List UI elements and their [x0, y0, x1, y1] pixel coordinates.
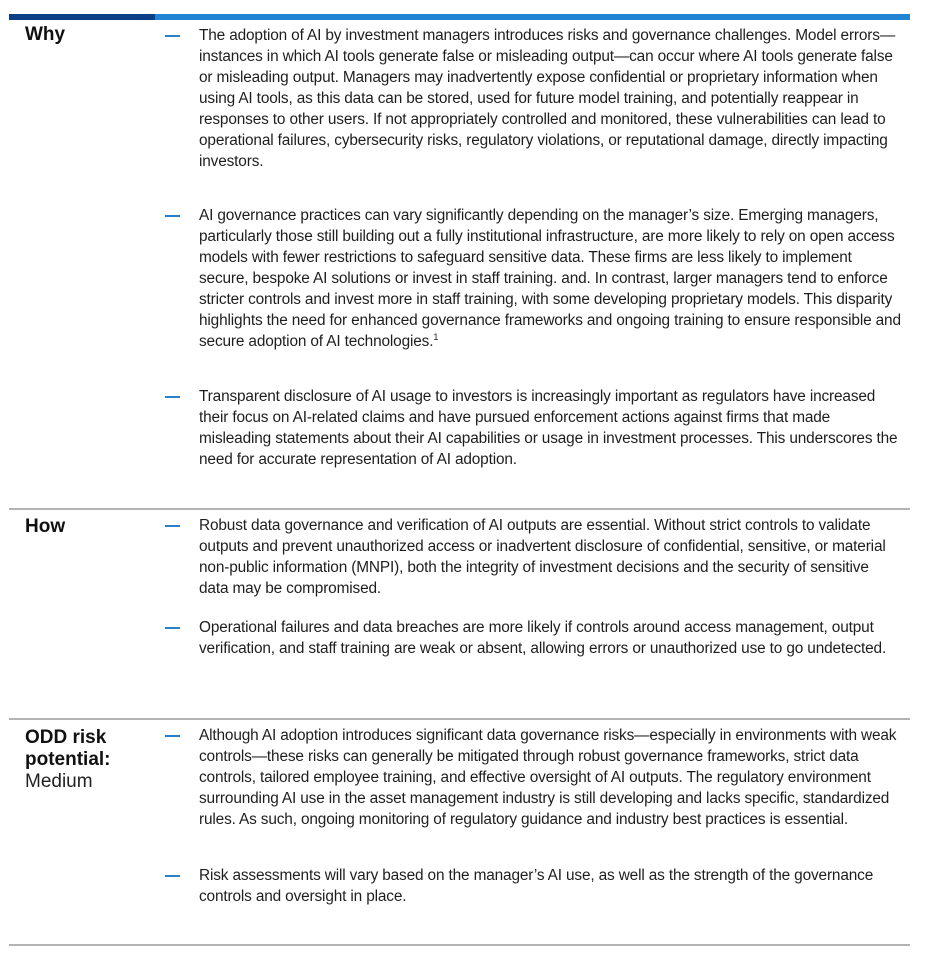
dash-bullet-icon — [165, 735, 180, 737]
bullet-text: Robust data governance and verification of AI outputs are essential. Without strict controls to validate outputs and prevent unauthorized access or inadvertent disclosure of confidential, sensitive, or material non-public information (MNPI), both the integrity of investment decisions and the security of sensitive data may be compromised. — [199, 517, 886, 597]
dash-bullet-icon — [165, 525, 180, 527]
bullet-text: Although AI adoption introduces significant data governance risks—especially in environments with weak controls—these risks can generally be mitigated through robust governance frameworks, strict data controls, tailored employee training, and effective oversight of AI outputs. The regulatory environment surrounding AI use in the asset management industry is still developing and lacks specific, standardized rules. As such, ongoing monitoring of regulatory guidance and industry best practices is essential. — [199, 727, 897, 828]
bullet-text-body: AI governance practices can vary significantly depending on the manager’s size. Emerging managers, particularly those still building out a fully institutional infrastructure, are more likely to rely on open access models with fewer restrictions to safeguard sensitive data. These firms are less likely to implement secure, bespoke AI solutions or invest in staff training. and. In contrast, larger managers tend to enforce stricter controls and invest more in staff training, with some developing proprietary models. This disparity highlights the need for enhanced governance frameworks and ongoing training to ensure responsible and secure adoption of AI technologies. — [199, 207, 901, 350]
section-label: How — [25, 516, 66, 537]
section-divider — [9, 718, 910, 720]
section-how — [9, 508, 910, 718]
section-label: Why — [25, 24, 66, 45]
section-label-title: ODD risk potential: — [25, 727, 111, 770]
section-divider-bottom — [9, 944, 910, 946]
bullet-text — [199, 205, 901, 352]
section-why — [9, 20, 910, 508]
dash-bullet-icon — [165, 627, 180, 629]
section-odd-risk-potential — [9, 718, 910, 948]
bullet-text: Risk assessments will vary based on the manager’s AI use, as well as the strength of the governance controls and oversight in place. — [199, 867, 874, 905]
bullet-text: Transparent disclosure of AI usage to investors is increasingly important as regulators have increased their focus on AI-related claims and have pursued enforcement actions against firms that made misleading statements about their AI capabilities or usage in investment processes. This underscores the need for accurate representation of AI adoption. — [199, 388, 898, 468]
risk-level-value: Medium — [25, 771, 93, 792]
bullet-text: Operational failures and data breaches are more likely if controls around access management, output verification, and staff training are weak or absent, allowing errors or unauthorized use to go undetected. — [199, 619, 887, 657]
dash-bullet-icon — [165, 215, 180, 217]
dash-bullet-icon — [165, 396, 180, 398]
dash-bullet-icon — [165, 35, 180, 37]
dash-bullet-icon — [165, 875, 180, 877]
section-divider — [9, 508, 910, 510]
footnote-marker[interactable]: 1 — [433, 332, 439, 342]
bullet-text: The adoption of AI by investment managers introduces risks and governance challenges. Model errors—instances in which AI tools generate false or misleading output—can occur where AI tools generate false or misleading output. Managers may inadvertently expose confidential or proprietary information when using AI tools, as this data can be stored, used for future model training, and potentially reappear in responses to other users. If not appropriately controlled and monitored, these vulnerabilities can lead to operational failures, cybersecurity risks, regulatory violations, or reputational damage, directly impacting investors. — [199, 27, 896, 170]
section-label — [25, 727, 145, 793]
